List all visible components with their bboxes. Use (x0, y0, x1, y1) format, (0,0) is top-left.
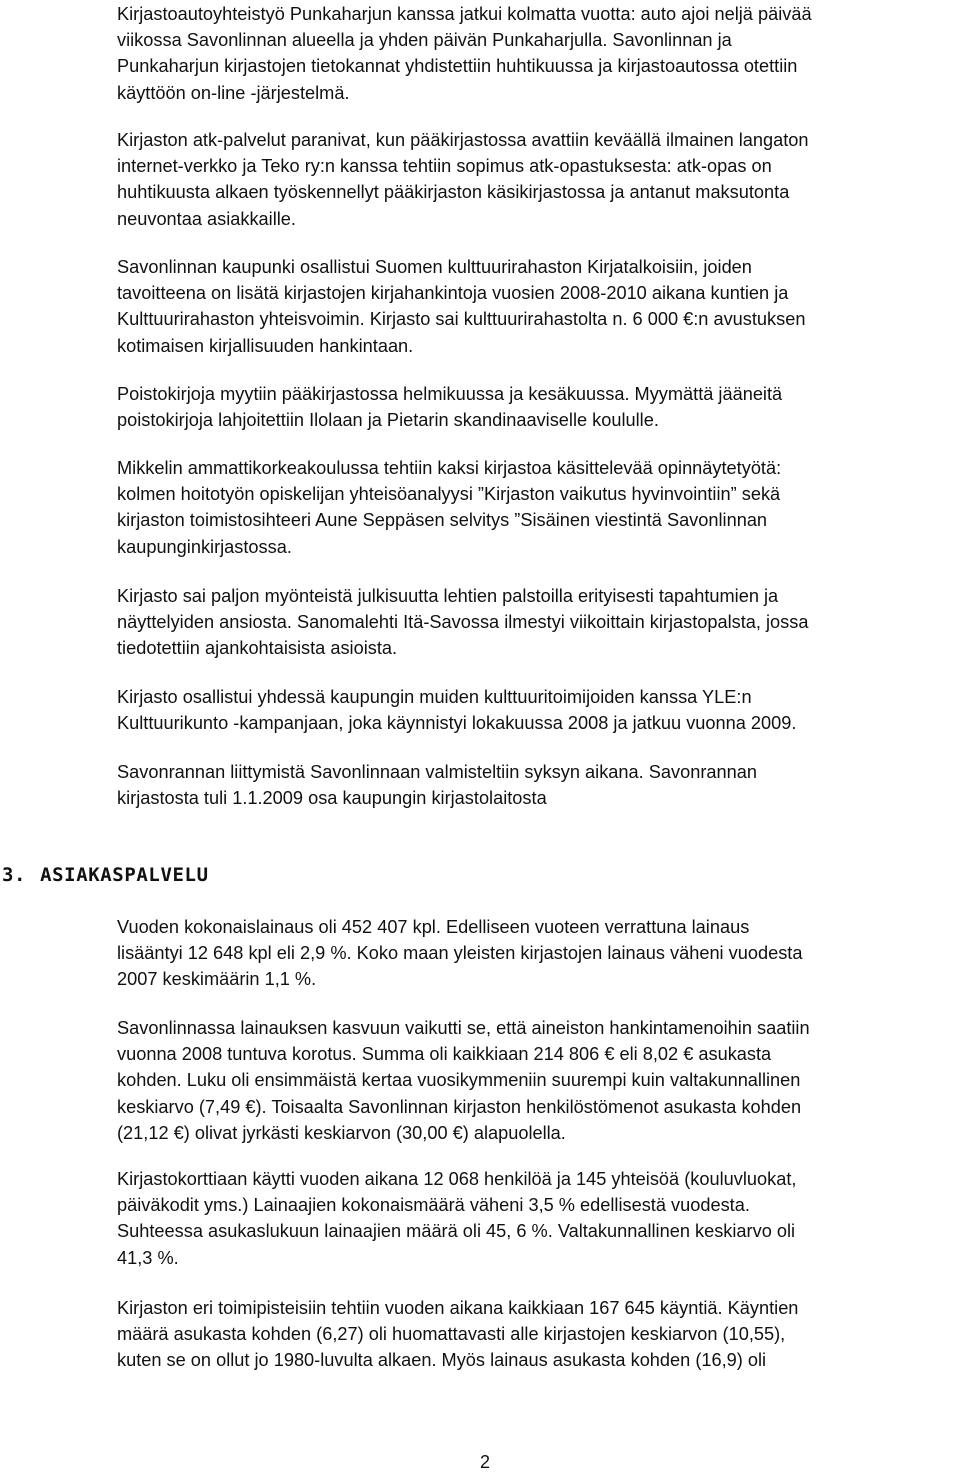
paragraph-library-card-users (117, 1166, 947, 1271)
text-line: Vuoden kokonaislainaus oli 452 407 kpl. Edelliseen vuoteen verrattuna lainaus (117, 917, 750, 937)
paragraph-discarded-books (117, 381, 947, 433)
section-number: 3. (2, 864, 27, 886)
text-line: keskiarvo (7,49 €). Toisaalta Savonlinnan kirjaston henkilöstömenot asukasta kohden (117, 1096, 802, 1117)
text-line: Suhteessa asukaslukuun lainaajien määrä oli 45, 6 %. Valtakunnallinen keskiarvo oli (117, 1221, 796, 1242)
text-line: käyttöön on-line -järjestelmä. (117, 82, 350, 103)
text-line: Punkaharjun kirjastojen tietokannat yhdistettiin huhtikuussa ja kirjastoautossa otettiin (117, 56, 798, 77)
text-line: Poistokirjoja myytiin pääkirjastossa helmikuussa ja kesäkuussa. Myymättä jääneitä (117, 384, 783, 404)
text-line: tiedotettiin ajankohtaisista asioista. (117, 638, 398, 659)
text-line: Kirjaston eri toimipisteisiin tehtiin vuoden aikana kaikkiaan 167 645 käyntiä. Käyntien (117, 1298, 799, 1318)
text-line: näyttelyiden ansiosta. Sanomalehti Itä-Savossa ilmestyi viikoittain kirjastopalsta, jossa (117, 612, 809, 633)
text-line: kirjastosta tuli 1.1.2009 osa kaupungin kirjastolaitosta (117, 788, 547, 809)
text-line: Kirjasto sai paljon myönteistä julkisuutta lehtien palstoilla erityisesti tapahtumien ja (117, 586, 779, 606)
text-line: Kirjastoautoyhteistyö Punkaharjun kanssa jatkui kolmatta vuotta: auto ajoi neljä päivää (117, 4, 812, 24)
text-line: Kirjaston atk-palvelut paranivat, kun pääkirjastossa avattiin keväällä ilmainen langaton (117, 130, 809, 150)
text-line: kuten se on ollut jo 1980-luvulta alkaen. Myös lainaus asukasta kohden (16,9) oli (117, 1350, 767, 1371)
text-line: neuvontaa asiakkaille. (117, 208, 296, 229)
text-line: Mikkelin ammattikorkeakoulussa tehtiin kaksi kirjastoa käsittelevää opinnäytetyötä: (117, 458, 782, 478)
section-heading (2, 862, 209, 888)
text-line: määrä asukasta kohden (6,27) oli huomattavasti alle kirjastojen keskiarvon (10,55), (117, 1324, 786, 1345)
paragraph-acquisition-costs (117, 1015, 947, 1146)
text-line: Savonlinnan kaupunki osallistui Suomen kulttuurirahaston Kirjatalkoisiin, joiden (117, 257, 752, 277)
text-line: Kulttuurirahaston yhteisvoimin. Kirjasto sai kulttuurirahastolta n. 6 000 €:n avustuksen (117, 309, 806, 330)
text-line: huhtikuusta alkaen työskennellyt pääkirjaston käsikirjastossa ja antanut maksutonta (117, 182, 790, 203)
paragraph-total-loans (117, 914, 947, 993)
text-line: kolmen hoitotyön opiskelijan yhteisöanalyysi ”Kirjaston vaikutus hyvinvointiin” sekä (117, 484, 781, 505)
paragraph-bookmobile (117, 1, 947, 106)
text-line: kohden. Luku oli ensimmäistä kertaa vuosikymmeniin suurempi kuin valtakunnallinen (117, 1070, 801, 1091)
text-line: Kulttuurikunto -kampanjaan, joka käynnistyi lokakuussa 2008 ja jatkuu vuonna 2009. (117, 713, 797, 734)
paragraph-visits (117, 1295, 947, 1374)
paragraph-theses (117, 455, 947, 560)
paragraph-book-campaign (117, 254, 947, 359)
paragraph-savonranta (117, 759, 947, 811)
text-line: Savonrannan liittymistä Savonlinnaan valmisteltiin syksyn aikana. Savonrannan (117, 762, 757, 782)
text-line: vuonna 2008 tuntuva korotus. Summa oli kaikkiaan 214 806 € eli 8,02 € asukasta (117, 1044, 772, 1065)
text-line: kotimaisen kirjallisuuden hankintaan. (117, 335, 414, 356)
text-line: (21,12 €) olivat jyrkästi keskiarvon (30,00 €) alapuolella. (117, 1122, 566, 1143)
page-number: 2 (479, 1452, 490, 1472)
text-line: poistokirjoja lahjoitettiin Ilolaan ja Pietarin skandinaaviselle koululle. (117, 410, 659, 431)
text-line: viikossa Savonlinnan alueella ja yhden päivän Punkaharjulla. Savonlinnan ja (117, 30, 732, 51)
text-line: internet-verkko ja Teko ry:n kanssa tehtiin sopimus atk-opastuksesta: atk-opas on (117, 156, 772, 177)
text-line: lisääntyi 12 648 kpl eli 2,9 %. Koko maan yleisten kirjastojen lainaus väheni vuodesta (117, 943, 803, 964)
text-line: Kirjasto osallistui yhdessä kaupungin muiden kulttuuritoimijoiden kanssa YLE:n (117, 687, 752, 707)
text-line: tavoitteena on lisätä kirjastojen kirjahankintoja vuosien 2008-2010 aikana kuntien ja (117, 283, 789, 304)
paragraph-yle-campaign (117, 684, 947, 736)
text-line: 41,3 %. (117, 1247, 179, 1268)
text-line: Kirjastokorttiaan käytti vuoden aikana 12 068 henkilöä ja 145 yhteisöä (kouluvluokat, (117, 1169, 797, 1189)
paragraph-publicity (117, 583, 947, 662)
text-line: kirjaston toimistosihteeri Aune Seppäsen selvitys ”Sisäinen viestintä Savonlinnan (117, 510, 768, 531)
text-line: 2007 keskimäärin 1,1 %. (117, 969, 317, 990)
paragraph-it-services (117, 127, 947, 232)
text-line: Savonlinnassa lainauksen kasvuun vaikutti se, että aineiston hankintamenoihin saatiin (117, 1018, 810, 1038)
text-line: päiväkodit yms.) Lainaajien kokonaismäärä väheni 3,5 % edellisestä vuodesta. (117, 1195, 750, 1216)
text-line: kaupunginkirjastossa. (117, 536, 292, 557)
section-title: ASIAKASPALVELU (40, 864, 209, 886)
